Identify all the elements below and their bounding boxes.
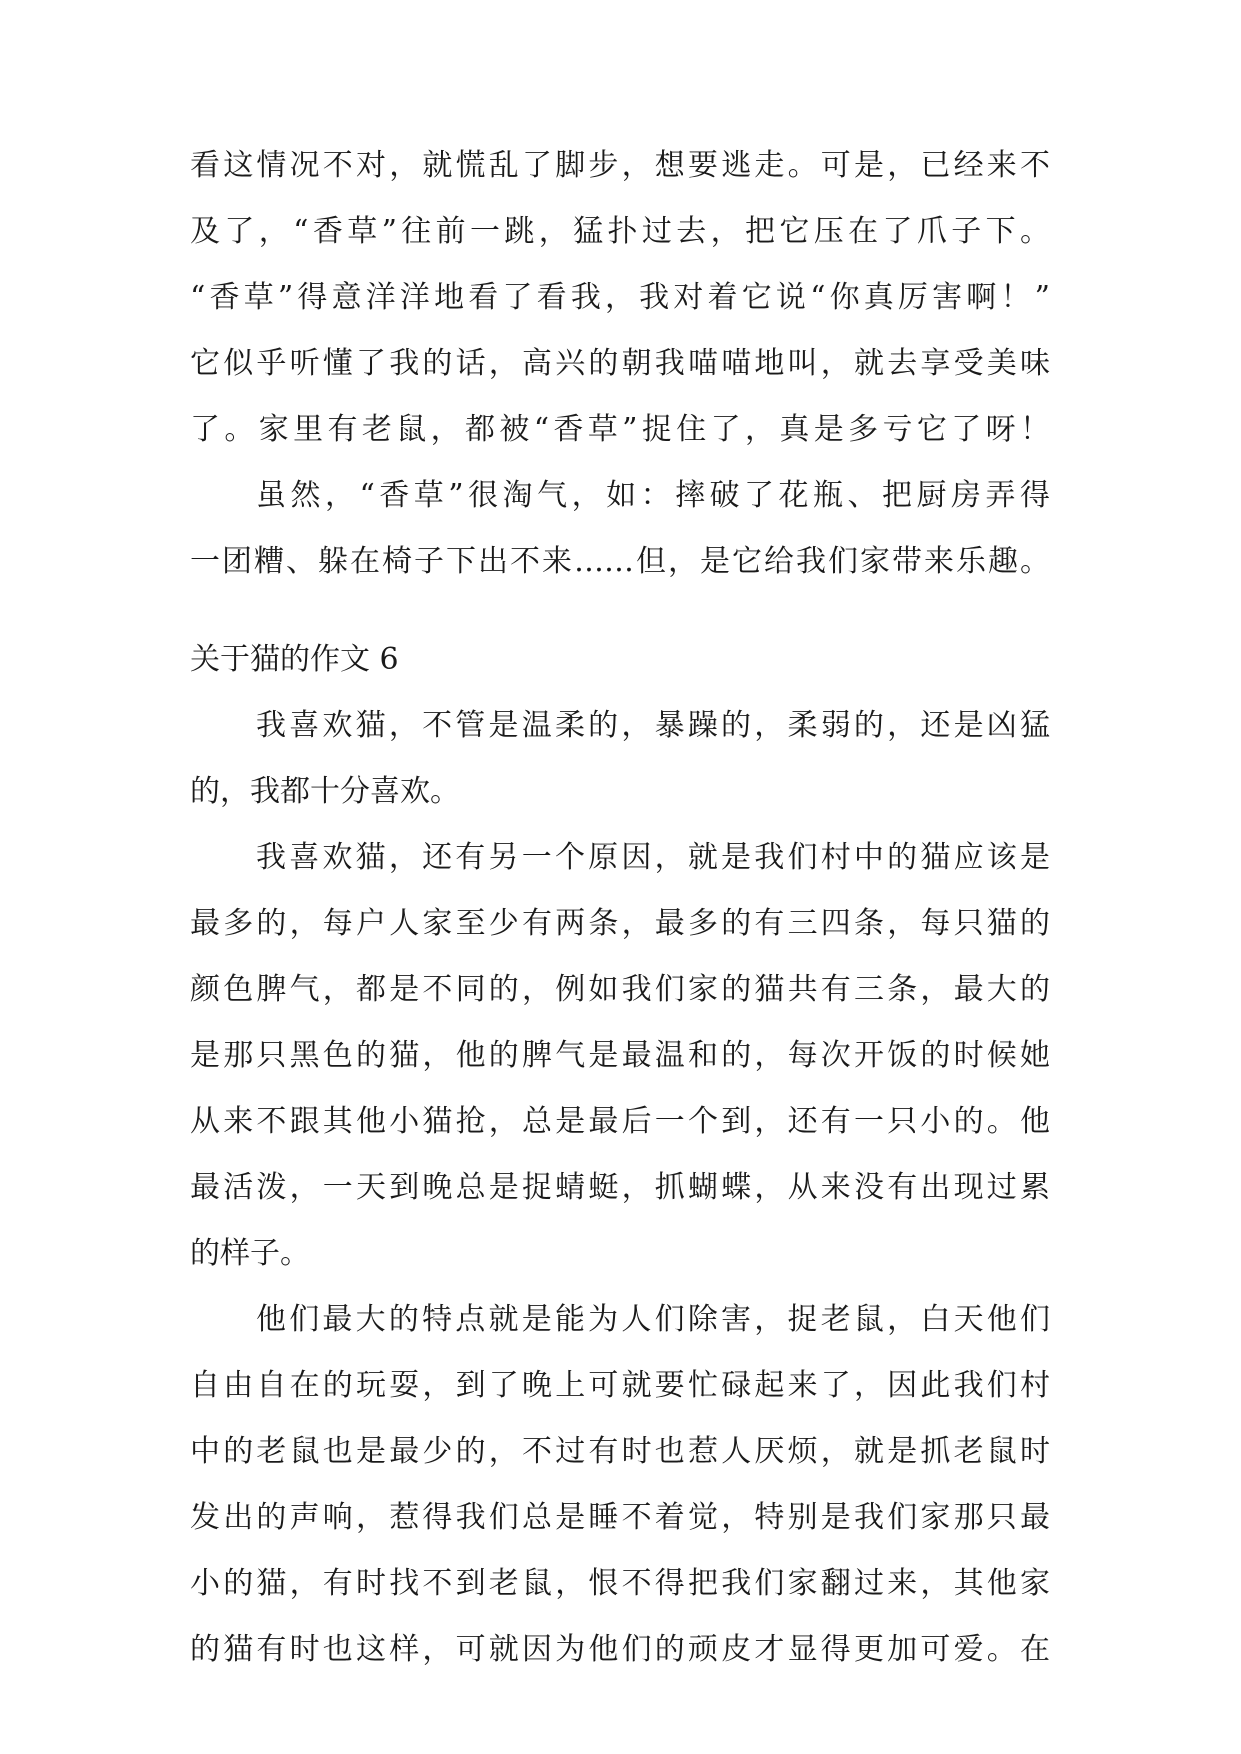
text-line: 是那只黑色的猫，他的脾气是最温和的，每次开饭的时候她 <box>190 1038 1050 1073</box>
text-line: 颜色脾气，都是不同的，例如我们家的猫共有三条，最大的 <box>190 972 1050 1007</box>
text-line: 及了，“香草”往前一跳，猛扑过去，把它压在了爪子下。 <box>190 214 1050 249</box>
essay-title: 关于猫的作文 6 <box>190 642 399 677</box>
text-line: 了。家里有老鼠，都被“香草”捉住了，真是多亏它了呀！ <box>190 412 1050 447</box>
text-line: 虽然，“香草”很淘气，如：摔破了花瓶、把厨房弄得 <box>256 478 1050 513</box>
text-line: “香草”得意洋洋地看了看我，我对着它说“你真厉害啊！” <box>190 280 1050 315</box>
text-line: 发出的声响，惹得我们总是睡不着觉，特别是我们家那只最 <box>190 1500 1050 1535</box>
text-line: 中的老鼠也是最少的，不过有时也惹人厌烦，就是抓老鼠时 <box>190 1434 1050 1469</box>
text-line: 从来不跟其他小猫抢，总是最后一个到，还有一只小的。他 <box>190 1104 1050 1139</box>
text-line: 我喜欢猫，还有另一个原因，就是我们村中的猫应该是 <box>256 840 1050 875</box>
text-line: 的样子。 <box>190 1236 310 1271</box>
text-line: 最活泼，一天到晚总是捉蜻蜓，抓蝴蝶，从来没有出现过累 <box>190 1170 1050 1205</box>
text-line: 我喜欢猫，不管是温柔的，暴躁的，柔弱的，还是凶猛 <box>256 708 1050 743</box>
text-line: 看这情况不对，就慌乱了脚步，想要逃走。可是，已经来不 <box>190 148 1050 183</box>
text-line: 的猫有时也这样，可就因为他们的顽皮才显得更加可爱。在 <box>190 1632 1050 1667</box>
text-line: 的，我都十分喜欢。 <box>190 774 460 809</box>
text-line: 自由自在的玩耍，到了晚上可就要忙碌起来了，因此我们村 <box>190 1368 1050 1403</box>
text-line: 一团糟、躲在椅子下出不来……但，是它给我们家带来乐趣。 <box>190 544 1050 579</box>
text-line: 小的猫，有时找不到老鼠，恨不得把我们家翻过来，其他家 <box>190 1566 1050 1601</box>
text-line: 最多的，每户人家至少有两条，最多的有三四条，每只猫的 <box>190 906 1050 941</box>
text-line: 它似乎听懂了我的话，高兴的朝我喵喵地叫，就去享受美味 <box>190 346 1050 381</box>
text-line: 他们最大的特点就是能为人们除害，捉老鼠，白天他们 <box>256 1302 1050 1337</box>
